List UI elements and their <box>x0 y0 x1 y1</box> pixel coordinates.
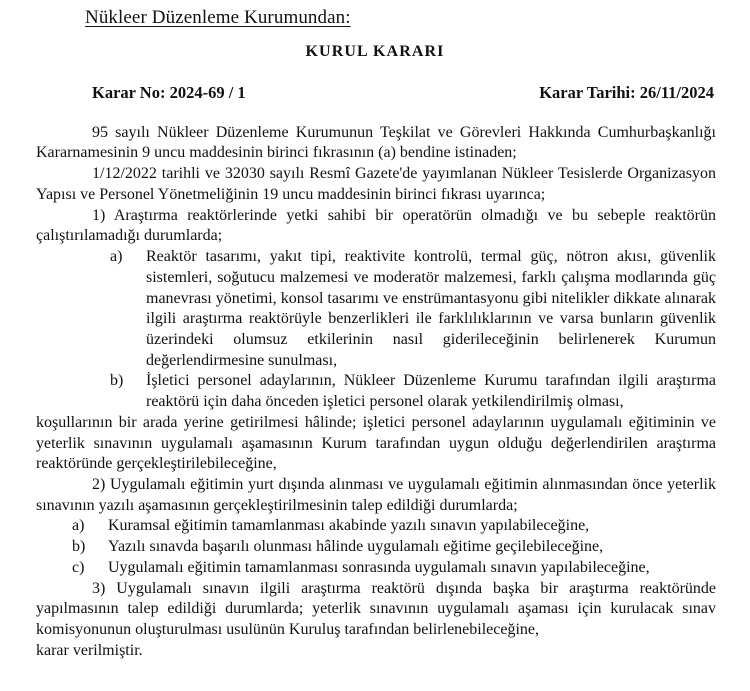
document-body <box>0 103 750 662</box>
list-marker-2a: a) <box>72 517 85 535</box>
list-item-2a <box>36 516 716 537</box>
list-text-1b: İşletici personel adaylarının, Nükleer Düzenleme Kurumu tarafından ilgili araştırma reaktörü için daha önceden işletici personel olarak yetkilendirilmiş olması, <box>146 372 716 411</box>
paragraph-item-2: 2) Uygulamalı eğitimin yurt dışında alınması ve uygulamalı eğitimin alınmasından önce yeterlik sınavının yazılı aşamasının gerçekleştirilmesinin talep edildiği durumlarda; <box>36 475 716 514</box>
list-marker-1a: a) <box>110 248 123 266</box>
list-text-1a: Reaktör tasarımı, yakıt tipi, reaktivite kontrolü, termal güç, nötron akısı, güvenlik sistemleri, soğutucu malzemesi ve moderatör malzemesi, farklı çalışma modlarında güç manevrası yönetimi, konsol tasarımı ve enstrümantasyonu gibi nitelikler dikkate alınarak ilgili araştırma reaktörüyle benzerlikleri ile farklılıklarının ve varsa bunların güvenlik üzerindeki olumsuz etkilerinin nasıl giderileceğinin belirlenerek Kurumun değerlendirmesine sunulması, <box>146 248 716 369</box>
list-marker-1b: b) <box>110 372 124 390</box>
list-marker-2b: b) <box>72 538 86 556</box>
list-item-1a <box>36 247 716 371</box>
paragraph-closing: karar verilmiştir. <box>36 641 143 659</box>
list-text-2c: Uygulamalı eğitimin tamamlanması sonrasında uygulamalı sınavın yapılabileceğine, <box>108 558 650 576</box>
list-item-2c <box>36 558 716 579</box>
decision-date: Karar Tarihi: 26/11/2024 <box>539 82 714 102</box>
paragraph-item-1: 1) Araştırma reaktörlerinde yetki sahibi bir operatörün olmadığı ve bu sebeple reaktörün çalıştırılamadığı durumlarda; <box>36 206 716 245</box>
decision-title: KURUL KARARI <box>305 42 445 60</box>
list-marker-2c: c) <box>72 558 85 576</box>
paragraph-conditions: koşullarının bir arada yerine getirilmesi hâlinde; işletici personel adaylarının uygulamalı eğitiminin ve yeterlik sınavının uygulamalı aşamasının Kurum tarafından uygun olduğu değerlendirilen araştırma reaktöründe gerçekleştirilebileceğine, <box>36 413 716 473</box>
list-text-2a: Kuramsal eğitimin tamamlanması akabinde yazılı sınavın yapılabileceğine, <box>108 517 590 535</box>
list-item-1b <box>36 371 716 412</box>
list-item-2b <box>36 537 716 558</box>
paragraph-preamble-2: 1/12/2022 tarihli ve 32030 sayılı Resmî Gazete'de yayımlanan Nükleer Tesislerde Organizasyon Yapısı ve Personel Yönetmeliğinin 19 uncu maddesinin birinci fıkrası uyarınca; <box>36 165 716 203</box>
agency-heading <box>0 0 750 30</box>
list-text-2b: Yazılı sınavda başarılı olunması hâlinde uygulamalı eğitime geçilebileceğine, <box>108 538 604 556</box>
paragraph-item-3: 3) Uygulamalı sınavın ilgili araştırma reaktörü dışında başka bir araştırma reaktöründe yapılmasının talep edildiği durumlarda; yeterlik sınavının uygulamalı aşaması için kurulacak sınav komisyonunun oluşturulması usulünün Kuruluş tarafından belirlenebileceğine, <box>36 579 716 638</box>
decision-meta-row <box>0 61 750 103</box>
paragraph-preamble-1: 95 sayılı Nükleer Düzenleme Kurumunun Teşkilat ve Görevleri Hakkında Cumhurbaşkanlığı Kararnamesinin 9 uncu maddesinin birinci fıkrasının (a) bendine istinaden; <box>36 123 716 162</box>
agency-heading-text: Nükleer Düzenleme Kurumundan: <box>85 7 351 28</box>
decision-number: Karar No: 2024-69 / 1 <box>92 82 246 102</box>
